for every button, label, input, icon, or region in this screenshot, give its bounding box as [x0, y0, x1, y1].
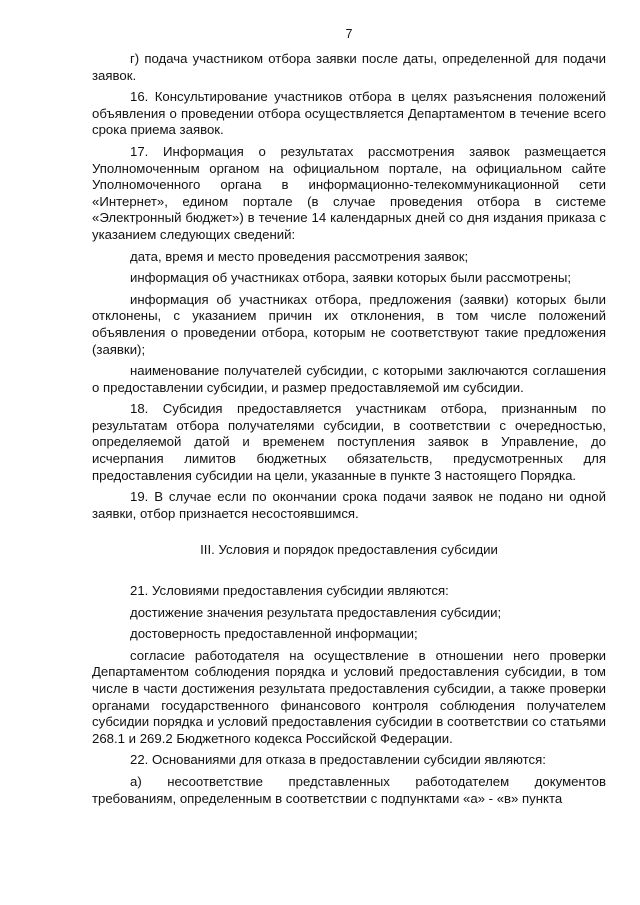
- paragraph-15-g: г) подача участником отбора заявки после даты, определенной для подачи заявок.: [92, 51, 606, 83]
- paragraph-17-item-rejected: информация об участниках отбора, предложения (заявки) которых были отклонены, с указанием причин их отклонения, в том числе положений объявления о проведении отбора, которым не соответствуют такие предложения (заявки);: [92, 291, 606, 357]
- paragraph-21-item-consent: согласие работодателя на осуществление в отношении него проверки Департаментом соблюдения порядка и условий предоставления субсидии, в том числе в части достижения результата предоставления субсидии, а также проверки органами государственного финансового контроля соблюдения получателем субсидии порядка и условий предоставления субсидии в соответствии со статьями 268.1 и 269.2 Бюджетного кодекса Российской Федерации.: [92, 647, 606, 746]
- paragraph-17-item-date: дата, время и место проведения рассмотрения заявок;: [130, 248, 469, 264]
- section-heading: III. Условия и порядок предоставления субсидии: [200, 542, 498, 558]
- paragraph-22: 22. Основаниями для отказа в предоставлении субсидии являются:: [130, 752, 546, 768]
- paragraph-21: 21. Условиями предоставления субсидии являются:: [130, 583, 449, 599]
- paragraph-16: 16. Консультирование участников отбора в целях разъяснения положений объявления о проведении отбора осуществляется Департаментом в течение всего срока приема заявок.: [92, 89, 606, 138]
- paragraph-21-item-result: достижение значения результата предоставления субсидии;: [130, 604, 502, 620]
- paragraph-19: 19. В случае если по окончании срока подачи заявок не подано ни одной заявки, отбор признается несостоявшимся.: [92, 489, 606, 521]
- page-number: 7: [345, 27, 353, 41]
- paragraph-17-item-recipients: наименование получателей субсидии, с которыми заключаются соглашения о предоставлении субсидии, и размер предоставляемой им субсидии.: [92, 363, 606, 395]
- paragraph-17-item-reviewed: информация об участниках отбора, заявки которых были рассмотрены;: [130, 270, 571, 286]
- paragraph-22-item-a: а) несоответствие представленных работодателем документов требованиям, определенным в соответствии с подпунктами «а» - «в» пункта: [92, 773, 606, 806]
- paragraph-21-item-accuracy: достоверность предоставленной информации;: [130, 626, 418, 642]
- paragraph-18: 18. Субсидия предоставляется участникам отбора, признанным по результатам отбора получателями субсидии, в соответствии с очередностью, определяемой датой и временем поступления заявок в Управление, до исчерпания лимитов бюджетных обязательств, предусмотренных для предоставления субсидии на цели, указанные в пункте 3 настоящего Порядка.: [92, 401, 606, 483]
- paragraph-17: 17. Информация о результатах рассмотрения заявок размещается Уполномоченным органом на официальном портале, на официальном сайте Уполномоченного органа в информационно-телекоммуникационной сети «Интернет», едином портале (в случае проведения отбора в системе «Электронный бюджет») в течение 14 календарных дней со дня издания приказа с указанием следующих сведений:: [92, 143, 606, 242]
